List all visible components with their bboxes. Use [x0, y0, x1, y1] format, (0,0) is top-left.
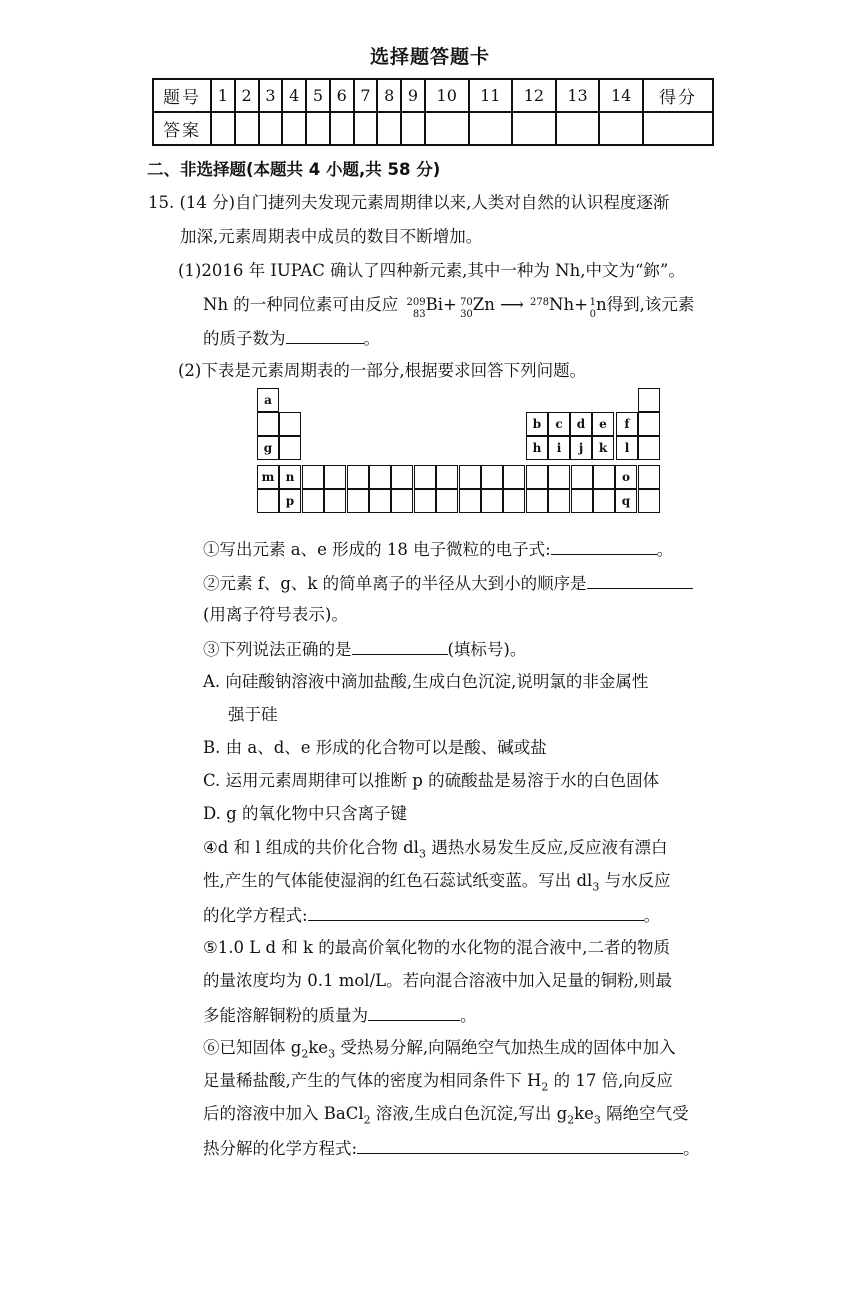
sub6-line2 — [203, 1071, 673, 1097]
pt-cell-f: f — [616, 412, 638, 436]
sub2-prompt: ②元素 f、g、k 的简单离子的半径从大到小的顺序是 — [203, 574, 587, 593]
pt-cell — [302, 489, 324, 513]
sub6-text: 受热易分解,向隔绝空气加热生成的固体中加入 — [335, 1038, 676, 1057]
q15-intro-line1: 15. (14 分)自门捷列夫发现元素周期律以来,人类对自然的认识程度逐渐 — [148, 193, 670, 212]
pt-cell-j: j — [570, 436, 592, 460]
option-c: C. 运用元素周期律可以推断 p 的硫酸盐是易溶于水的白色固体 — [203, 771, 660, 790]
sub6-text: 隔绝空气受 — [600, 1104, 689, 1123]
q15-part1-text-end: 得到,该元素 — [606, 295, 695, 314]
pt-cell — [571, 465, 593, 489]
pt-cell-m: m — [257, 465, 279, 489]
question-number: 8 — [377, 79, 401, 112]
question-number: 4 — [282, 79, 306, 112]
sub2-line1 — [203, 572, 693, 594]
bi-nuclide-indices: 209 83 — [406, 296, 426, 320]
pt-cell — [324, 489, 346, 513]
q15-part1-text: Nh 的一种同位素可由反应 — [203, 295, 399, 314]
question-number: 2 — [235, 79, 259, 112]
question-number: 6 — [330, 79, 354, 112]
answer-cell[interactable] — [599, 112, 643, 145]
pt-cell-d: d — [570, 412, 592, 436]
pt-cell-g: g — [257, 436, 279, 460]
question-number: 9 — [401, 79, 425, 112]
sub3-prompt-end: (填标号)。 — [447, 640, 527, 659]
answer-cell[interactable] — [377, 112, 401, 145]
answer-cell[interactable] — [401, 112, 425, 145]
pt-cell-n: n — [279, 465, 301, 489]
sub5-line3 — [203, 1004, 477, 1026]
answer-card-number-row — [153, 79, 713, 112]
pt-cell — [347, 489, 369, 513]
pt-cell — [481, 465, 503, 489]
answer-cell[interactable] — [235, 112, 259, 145]
proton-count-prompt: 的质子数为 — [203, 329, 286, 348]
pt-cell-h: h — [526, 436, 548, 460]
pt-cell — [302, 465, 324, 489]
pt-cell — [391, 465, 413, 489]
question-number: 12 — [512, 79, 556, 112]
sub6-text: 后的溶液中加入 BaCl — [203, 1104, 364, 1123]
pt-cell — [436, 489, 458, 513]
sub6-line4 — [203, 1137, 700, 1159]
sub6-text: ke — [574, 1104, 594, 1123]
option-a-line1: A. 向硅酸钠溶液中滴加盐酸,生成白色沉淀,说明氯的非金属性 — [203, 672, 649, 691]
pt-cell — [324, 465, 346, 489]
pt-cell — [503, 465, 525, 489]
correct-option-blank[interactable] — [352, 638, 448, 655]
equation-blank[interactable] — [308, 904, 644, 921]
question-number: 1 — [211, 79, 235, 112]
sub2-line2: (用离子符号表示)。 — [203, 605, 348, 624]
answer-cell[interactable] — [469, 112, 513, 145]
ion-radius-order-blank[interactable] — [587, 572, 693, 589]
score-label: 得分 — [643, 79, 713, 112]
sub4-line3 — [203, 904, 660, 926]
pt-cell — [257, 412, 279, 436]
pt-cell — [414, 465, 436, 489]
answer-cell[interactable] — [512, 112, 556, 145]
pt-cell-q: q — [615, 489, 637, 513]
answer-cell[interactable] — [330, 112, 354, 145]
neutron-symbol: n — [595, 295, 607, 314]
pt-cell — [638, 412, 660, 436]
pt-cell-a: a — [257, 388, 279, 412]
sub6-text: ⑥已知固体 g — [203, 1038, 302, 1057]
sub3-line — [203, 638, 526, 660]
sub1-prompt: ①写出元素 a、e 形成的 18 电子微粒的电子式: — [203, 540, 551, 559]
pt-cell — [391, 489, 413, 513]
sub1-line — [203, 538, 673, 560]
sub4-text: 遇热水易发生反应,反应液有漂白 — [425, 838, 668, 857]
pt-cell — [369, 465, 391, 489]
score-cell[interactable] — [643, 112, 713, 145]
sub4-text: 性,产生的气体能使湿润的红色石蕊试纸变蓝。写出 dl — [203, 871, 593, 890]
proton-count-blank[interactable] — [286, 327, 364, 344]
reaction-arrow: ⟶ — [500, 295, 524, 314]
sub4-line2 — [203, 871, 671, 897]
sub5-text: 多能溶解铜粉的质量为 — [203, 1006, 368, 1025]
pt-cell-i: i — [548, 436, 570, 460]
pt-cell — [481, 489, 503, 513]
row-label-answer: 答案 — [153, 112, 211, 145]
decomposition-equation-blank[interactable] — [357, 1137, 683, 1154]
answer-cell[interactable] — [282, 112, 306, 145]
q15-intro-line2: 加深,元素周期表中成员的数目不断增加。 — [180, 227, 483, 246]
question-number: 7 — [354, 79, 378, 112]
sub6-text: 的 17 倍,向反应 — [548, 1071, 673, 1090]
pt-cell — [503, 489, 525, 513]
answer-card-answer-row — [153, 112, 713, 145]
pt-cell — [593, 465, 615, 489]
pt-cell-k: k — [592, 436, 614, 460]
pt-cell — [279, 436, 301, 460]
option-a-line2: 强于硅 — [228, 705, 278, 724]
punctuation: 。 — [460, 1006, 477, 1025]
pt-cell — [436, 465, 458, 489]
q15-part1-line3 — [203, 327, 380, 349]
sub3-prompt: ③下列说法正确的是 — [203, 640, 352, 659]
pt-cell-b: b — [526, 412, 548, 436]
zn-nuclide-indices: 70 30 — [460, 296, 473, 320]
nh-symbol: Nh — [549, 295, 575, 314]
subscript: 3 — [592, 880, 600, 894]
sub5-line2: 的量浓度均为 0.1 mol/L。若向混合溶液中加入足量的铜粉,则最 — [203, 971, 672, 990]
pt-cell — [638, 388, 660, 412]
nh-nuclide-indices: 278 — [529, 296, 550, 308]
sub6-text: 溶液,生成白色沉淀,写出 g — [370, 1104, 568, 1123]
pt-cell — [257, 489, 279, 513]
q15-part2-intro: (2)下表是元素周期表的一部分,根据要求回答下列问题。 — [178, 361, 587, 380]
pt-cell — [638, 436, 660, 460]
pt-cell — [571, 489, 593, 513]
sub4-text: ④d 和 l 组成的共价化合物 dl — [203, 838, 419, 857]
pt-cell-l: l — [616, 436, 638, 460]
sub6-line1 — [203, 1038, 676, 1064]
subscript: 2 — [363, 1113, 371, 1127]
zn-symbol: Zn — [472, 295, 495, 314]
sub6-text: 足量稀盐酸,产生的气体的密度为相同条件下 H — [203, 1071, 542, 1090]
sub6-text: ke — [308, 1038, 329, 1057]
q15-part1-line2: Nh 的一种同位素可由反应 209 83 Bi+ 70 30 Zn ⟶ 278 Nh+ 1 0 n得到,该元素 — [203, 295, 695, 320]
pt-cell-p: p — [279, 489, 301, 513]
subscript: 2 — [567, 1113, 575, 1127]
answer-cell[interactable] — [425, 112, 469, 145]
bi-symbol: Bi — [425, 295, 443, 314]
answer-cell[interactable] — [556, 112, 600, 145]
sub6-line3 — [203, 1104, 689, 1130]
pt-cell — [638, 489, 660, 513]
periodic-table-fragment — [257, 388, 660, 522]
sub4-line1 — [203, 838, 667, 864]
pt-cell — [459, 489, 481, 513]
pt-cell — [347, 465, 369, 489]
punctuation: 。 — [656, 540, 674, 559]
section-heading: 二、非选择题(本题共 4 小题,共 58 分) — [147, 160, 441, 179]
option-d: D. g 的氧化物中只含离子键 — [203, 804, 407, 823]
pt-cell — [638, 465, 660, 489]
answer-card-table — [152, 78, 714, 146]
option-b: B. 由 a、d、e 形成的化合物可以是酸、碱或盐 — [203, 738, 547, 757]
answer-cell[interactable] — [259, 112, 283, 145]
subscript: 3 — [593, 1113, 601, 1127]
pt-cell — [279, 412, 301, 436]
neutron-indices: 1 0 — [589, 296, 596, 320]
subscript: 3 — [418, 847, 426, 861]
question-number: 10 — [425, 79, 469, 112]
sub6-text: 热分解的化学方程式: — [203, 1139, 358, 1158]
question-number: 11 — [469, 79, 513, 112]
question-number: 14 — [599, 79, 643, 112]
question-number: 13 — [556, 79, 600, 112]
q15-part1-line1: (1)2016 年 IUPAC 确认了四种新元素,其中一种为 Nh,中文为“鉨”。 — [178, 261, 685, 280]
electron-formula-blank[interactable] — [551, 538, 657, 555]
pt-cell-o: o — [615, 465, 637, 489]
card-title: 选择题答题卡 — [369, 46, 490, 68]
sub4-text: 与水反应 — [599, 871, 671, 890]
sub4-text: 的化学方程式: — [203, 906, 308, 925]
subscript: 2 — [301, 1047, 309, 1061]
pt-cell — [593, 489, 615, 513]
copper-mass-blank[interactable] — [368, 1004, 460, 1021]
pt-cell — [526, 465, 548, 489]
answer-cell[interactable] — [306, 112, 330, 145]
sub5-line1: ⑤1.0 L d 和 k 的最高价氧化物的水化物的混合液中,二者的物质 — [203, 938, 671, 957]
pt-cell-c: c — [548, 412, 570, 436]
question-number: 5 — [306, 79, 330, 112]
pt-cell — [548, 489, 570, 513]
answer-cell[interactable] — [211, 112, 235, 145]
subscript: 3 — [328, 1047, 336, 1061]
pt-cell — [548, 465, 570, 489]
punctuation: 。 — [643, 906, 661, 925]
pt-cell — [459, 465, 481, 489]
question-number: 3 — [259, 79, 283, 112]
row-label-number: 题号 — [153, 79, 211, 112]
pt-cell — [369, 489, 391, 513]
pt-cell — [526, 489, 548, 513]
answer-cell[interactable] — [354, 112, 378, 145]
pt-cell — [414, 489, 436, 513]
punctuation: 。 — [683, 1139, 700, 1158]
pt-cell-e: e — [592, 412, 614, 436]
punctuation: 。 — [363, 329, 380, 348]
subscript: 2 — [541, 1080, 549, 1094]
